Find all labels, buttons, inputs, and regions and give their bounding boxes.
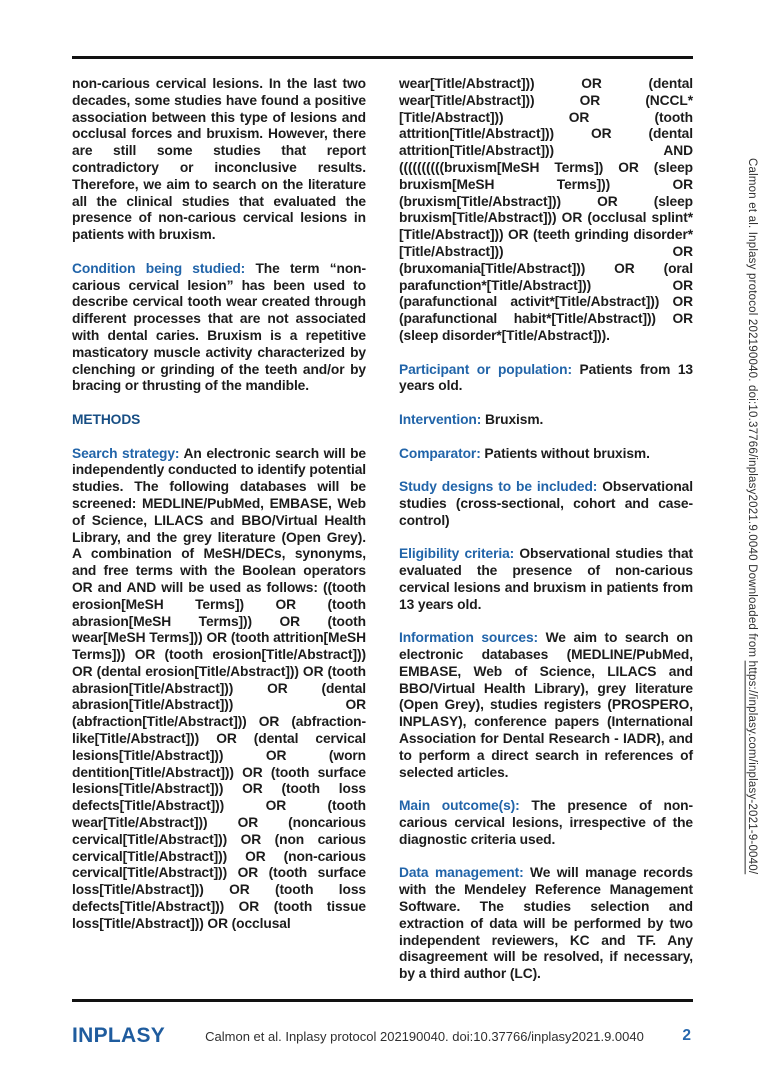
footer-citation: Calmon et al. Inplasy protocol 202190040. doi:10.37766/inplasy2021.9.0040 — [205, 1028, 644, 1044]
paragraph-label: Study designs to be included: — [399, 479, 603, 495]
paragraph-label: Information sources: — [399, 630, 546, 646]
paragraph-label: Participant or population: — [399, 361, 580, 377]
paragraph-label: Search strategy: — [72, 445, 184, 461]
vertical-citation-link[interactable]: https://inplasy.com/inplasy-2021-9-0040/ — [746, 660, 758, 875]
paragraph-intervention: Intervention: Bruxism. — [399, 411, 544, 427]
paragraph-label: Main outcome(s): — [399, 798, 532, 814]
paragraph-condition-being-studied: Condition being studied: The term “non-carious cervical lesion” has been used to describe cervical tooth wear created through different processes that are not associated with dental caries. Bruxism is a repetitive masticatory muscle activity characterized by clenching or grinding of the teeth and/or by bracing or thrusting of the mandible. — [72, 260, 366, 394]
top-rule — [72, 56, 693, 59]
bottom-rule — [72, 999, 693, 1002]
paragraph-label: Eligibility criteria: — [399, 546, 520, 562]
right-column — [399, 76, 694, 982]
paragraph-label: Condition being studied: — [72, 260, 256, 276]
two-column-body — [72, 76, 694, 982]
page-footer — [72, 1016, 693, 1056]
paragraph-comparator: Comparator: Patients without bruxism. — [399, 445, 650, 461]
vertical-citation — [736, 158, 758, 1018]
paragraph-label: Data management: — [399, 865, 531, 881]
paragraph-eligibility-criteria: Eligibility criteria: Observational studies that evaluated the presence of non-carious cervical lesions and bruxism in patients from 13 years old. — [399, 546, 694, 612]
paragraph-main-outcome-s: Main outcome(s): The presence of non-carious cervical lesions, irrespective of the diagnostic criteria used. — [399, 798, 693, 847]
paragraph-label: Intervention: — [399, 411, 485, 427]
paragraph: wear[Title/Abstract])) OR (dental wear[Title/Abstract])) OR (NCCL*[Title/Abstract])) OR (tooth attrition[Title/Abstract])) OR (dental attrition[Title/Abstract])) AND ((((((((((bruxism[MeSH Terms]) OR (sleep bruxism[MeSH Terms])) OR (bruxism[Title/Abstract])) OR (sleep bruxism[Title/Abstract])) OR (occlusal splint*[Title/Abstract])) OR (teeth grinding disorder*[Title/Abstract])) OR (bruxomania[Title/Abstract])) OR (oral parafunction*[Title/Abstract])) OR (parafunctional activit*[Title/Abstract])) OR (parafunctional habit*[Title/Abstract])) OR (sleep disorder*[Title/Abstract])). — [399, 76, 693, 343]
paragraph: non-carious cervical lesions. In the last two decades, some studies have found a positive association between this type of lesions and occlusal forces and bruxism. However, there are still some studies that report contradictory or inconclusive results. Therefore, we aim to search on the literature all the clinical studies that evaluated the presence of non-carious cervical lesions in patients with bruxism. — [72, 76, 366, 243]
paragraph-participant-or-population: Participant or population: Patients from 13 years old. — [399, 361, 693, 394]
paragraph-data-management: Data management: We will manage records with the Mendeley Reference Management Software. The studies selection and extraction of data will be performed by two independent reviewers, KC and TF. Any disagreement will be resolved, if necessary, by a third author (LC). — [399, 865, 693, 982]
vertical-citation-text: Calmon et al. Inplasy protocol 202190040. doi:10.37766/inplasy2021.9.0040 Downloaded from — [746, 158, 758, 661]
left-column — [72, 76, 366, 976]
inplasy-logo: INPLASY — [72, 1024, 166, 1047]
paragraph-study-designs-to-be-included: Study designs to be included: Observational studies (cross-sectional, cohort and case-control) — [399, 479, 693, 528]
paragraph-search-strategy: Search strategy: An electronic search will be independently conducted to identify potential studies. The following databases will be screened: MEDLINE/PubMed, EMBASE, Web of Science, LILACS and BBO/Virtual Health Library, and the grey literature (Open Grey). A combination of MeSH/DECs, synonyms, and free terms with the Boolean operators OR and AND will be used as follows: ((tooth erosion[MeSH Terms]) OR (tooth abrasion[MeSH Terms])) OR (tooth wear[MeSH Terms])) OR (tooth attrition[MeSH Terms])) OR (tooth erosion[Title/Abstract])) OR (dental erosion[Title/Abstract])) OR (tooth abrasion[Title/Abstract])) OR (dental abrasion[Title/Abstract])) OR (abfraction[Title/Abstract])) OR (abfraction-like[Title/Abstract])) OR (dental cervical lesions[Title/Abstract])) OR (worn dentition[Title/Abstract])) OR (tooth surface lesions[Title/Abstract])) OR (tooth loss defects[Title/Abstract])) OR (tooth wear[Title/Abstract])) OR (noncarious cervical[Title/Abstract])) OR (non carious cervical[Title/Abstract])) OR (non-carious cervical[Title/Abstract])) OR (tooth surface loss[Title/Abstract])) OR (tooth loss defects[Title/Abstract])) OR (tooth tissue loss[Title/Abstract])) OR (occlusal — [72, 445, 366, 931]
section-heading: METHODS — [72, 411, 141, 427]
paragraph-label: Comparator: — [399, 445, 485, 461]
paragraph-information-sources: Information sources: We aim to search on electronic databases (MEDLINE/PubMed, EMBASE, Web of Science, LILACS and BBO/Virtual Health Library), grey literature (Open Grey), studies registers (PROSPERO, INPLASY), conference papers (International Association for Dental Research - IADR), and to perform a direct search in references of selected articles. — [399, 630, 693, 780]
page-number: 2 — [682, 1027, 691, 1044]
